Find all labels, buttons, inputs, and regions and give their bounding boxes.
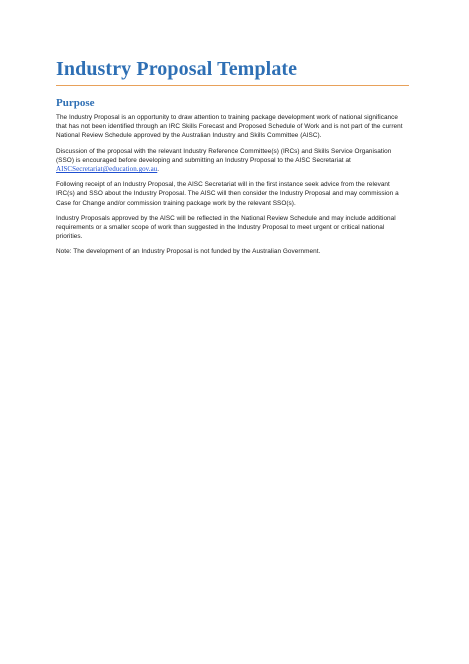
document-title: Industry Proposal Template [56, 56, 409, 86]
paragraph-intro: The Industry Proposal is an opportunity to draw attention to training package development work of national significance that has not been identified through an IRC Skills Forecast and Proposed Schedule of Work and is not part of the current National Review Schedule approved by the Australian Industry and Skills Committee (AISC). [56, 114, 403, 140]
paragraph-discussion-text: Discussion of the proposal with the relevant Industry Reference Committee(s) (IRCs) and Skills Service Organisation (SSO) is encouraged before developing and submitting an Industry Proposal to the AISC Secretariat at [56, 147, 392, 164]
aisc-secretariat-email-link[interactable]: AISCSecretariat@education.gov.au [56, 165, 158, 174]
paragraph-discussion [56, 147, 409, 175]
paragraph-receipt: Following receipt of an Industry Proposal, the AISC Secretariat will in the first instance seek advice from the relevant IRC(s) and SSO about the Industry Proposal. The AISC will then consider the Industry Proposal and may commission a Case for Change and/or commission training package work by the relevant SSO(s). [56, 181, 399, 207]
section-heading-purpose: Purpose [56, 97, 95, 109]
paragraph-approval: Industry Proposals approved by the AISC will be reflected in the National Review Schedule and may include additional requirements or a smaller scope of work than suggested in the Industry Proposal to meet urgent or critical national priorities. [56, 214, 396, 241]
paragraph-note: Note: The development of an Industry Proposal is not funded by the Australian Government. [56, 248, 321, 256]
paragraph-discussion-end: . [157, 166, 160, 174]
